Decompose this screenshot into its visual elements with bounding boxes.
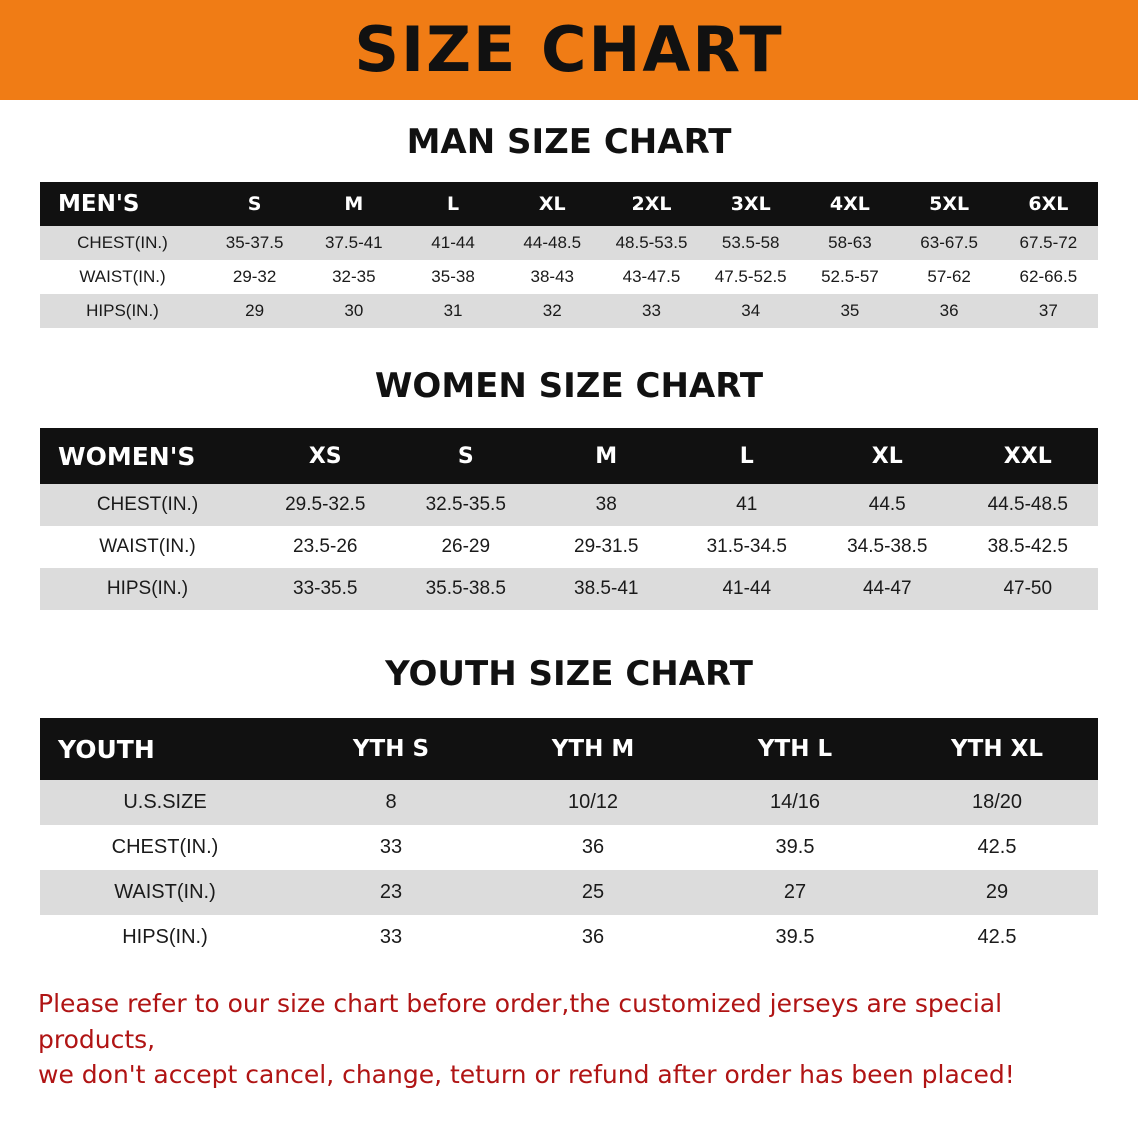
column-header: 4XL	[800, 182, 899, 226]
table-cell: 38-43	[503, 260, 602, 294]
column-header: L	[677, 428, 818, 484]
table-cell: 30	[304, 294, 403, 328]
table-cell: 33	[290, 825, 492, 870]
table-cell: 52.5-57	[800, 260, 899, 294]
table-cell: 31.5-34.5	[677, 526, 818, 568]
column-header: 5XL	[900, 182, 999, 226]
table-row	[40, 484, 1098, 526]
table-cell: 26-29	[396, 526, 537, 568]
column-header: 3XL	[701, 182, 800, 226]
row-header: HIPS(IN.)	[40, 915, 290, 960]
table-cell: 31	[403, 294, 502, 328]
column-header: L	[403, 182, 502, 226]
table-row	[40, 825, 1098, 870]
table-cell: 34.5-38.5	[817, 526, 958, 568]
column-header: 2XL	[602, 182, 701, 226]
table-cell: 36	[900, 294, 999, 328]
table-cell: 53.5-58	[701, 226, 800, 260]
table-cell: 29.5-32.5	[255, 484, 396, 526]
women-size-table	[40, 428, 1098, 610]
column-header: XL	[503, 182, 602, 226]
table-cell: 29-31.5	[536, 526, 677, 568]
row-header: HIPS(IN.)	[40, 568, 255, 610]
table-cell: 37	[999, 294, 1098, 328]
table-cell: 27	[694, 870, 896, 915]
table-cell: 41	[677, 484, 818, 526]
table-row	[40, 870, 1098, 915]
table-cell: 32.5-35.5	[396, 484, 537, 526]
table-cell: 18/20	[896, 780, 1098, 825]
table-cell: 39.5	[694, 825, 896, 870]
table-cell: 23	[290, 870, 492, 915]
column-header: WOMEN'S	[40, 428, 255, 484]
table-cell: 63-67.5	[900, 226, 999, 260]
column-header: M	[304, 182, 403, 226]
row-header: U.S.SIZE	[40, 780, 290, 825]
table-row	[40, 780, 1098, 825]
table-cell: 57-62	[900, 260, 999, 294]
table-cell: 14/16	[694, 780, 896, 825]
table-cell: 38	[536, 484, 677, 526]
column-header: XXL	[958, 428, 1099, 484]
table-cell: 33	[602, 294, 701, 328]
table-cell: 25	[492, 870, 694, 915]
table-row	[40, 915, 1098, 960]
disclaimer-line-1: Please refer to our size chart before order,the customized jerseys are special products,	[38, 989, 1003, 1054]
table-cell: 36	[492, 825, 694, 870]
women-section-title: WOMEN SIZE CHART	[374, 366, 764, 406]
table-cell: 35.5-38.5	[396, 568, 537, 610]
column-header: YOUTH	[40, 718, 290, 780]
table-cell: 32-35	[304, 260, 403, 294]
row-header: HIPS(IN.)	[40, 294, 205, 328]
table-cell: 32	[503, 294, 602, 328]
table-cell: 44-48.5	[503, 226, 602, 260]
disclaimer-note	[38, 986, 1100, 1093]
table-cell: 8	[290, 780, 492, 825]
table-header-row	[40, 428, 1098, 484]
table-header-row	[40, 182, 1098, 226]
table-row	[40, 226, 1098, 260]
man-size-table-wrapper	[40, 182, 1098, 328]
table-row	[40, 568, 1098, 610]
row-header: WAIST(IN.)	[40, 260, 205, 294]
table-cell: 29-32	[205, 260, 304, 294]
table-cell: 38.5-42.5	[958, 526, 1099, 568]
table-cell: 58-63	[800, 226, 899, 260]
table-cell: 44.5-48.5	[958, 484, 1099, 526]
column-header: YTH XL	[896, 718, 1098, 780]
youth-size-table	[40, 718, 1098, 960]
table-cell: 34	[701, 294, 800, 328]
row-header: WAIST(IN.)	[40, 526, 255, 568]
table-cell: 33-35.5	[255, 568, 396, 610]
table-header-row	[40, 718, 1098, 780]
table-cell: 41-44	[403, 226, 502, 260]
row-header: CHEST(IN.)	[40, 226, 205, 260]
table-cell: 48.5-53.5	[602, 226, 701, 260]
column-header: YTH M	[492, 718, 694, 780]
table-cell: 43-47.5	[602, 260, 701, 294]
column-header: M	[536, 428, 677, 484]
man-section-title: MAN SIZE CHART	[406, 122, 732, 162]
column-header: 6XL	[999, 182, 1098, 226]
row-header: CHEST(IN.)	[40, 825, 290, 870]
table-cell: 44.5	[817, 484, 958, 526]
table-cell: 41-44	[677, 568, 818, 610]
table-cell: 67.5-72	[999, 226, 1098, 260]
page-title: SIZE CHART	[354, 13, 784, 86]
column-header: S	[396, 428, 537, 484]
youth-size-table-wrapper	[40, 718, 1098, 960]
table-cell: 35-37.5	[205, 226, 304, 260]
disclaimer-line-2: we don't accept cancel, change, teturn or refund after order has been placed!	[38, 1060, 1015, 1089]
table-cell: 38.5-41	[536, 568, 677, 610]
table-cell: 36	[492, 915, 694, 960]
table-cell: 35	[800, 294, 899, 328]
table-cell: 35-38	[403, 260, 502, 294]
table-cell: 29	[205, 294, 304, 328]
table-cell: 10/12	[492, 780, 694, 825]
table-cell: 33	[290, 915, 492, 960]
table-cell: 62-66.5	[999, 260, 1098, 294]
column-header: S	[205, 182, 304, 226]
table-cell: 47.5-52.5	[701, 260, 800, 294]
column-header: XS	[255, 428, 396, 484]
table-row	[40, 260, 1098, 294]
row-header: CHEST(IN.)	[40, 484, 255, 526]
row-header: WAIST(IN.)	[40, 870, 290, 915]
page-banner	[0, 0, 1138, 100]
table-cell: 42.5	[896, 915, 1098, 960]
table-cell: 37.5-41	[304, 226, 403, 260]
column-header: MEN'S	[40, 182, 205, 226]
table-cell: 39.5	[694, 915, 896, 960]
column-header: YTH L	[694, 718, 896, 780]
women-size-table-wrapper	[40, 428, 1098, 610]
table-cell: 44-47	[817, 568, 958, 610]
column-header: YTH S	[290, 718, 492, 780]
table-row	[40, 294, 1098, 328]
table-cell: 42.5	[896, 825, 1098, 870]
youth-section-title: YOUTH SIZE CHART	[385, 654, 753, 694]
column-header: XL	[817, 428, 958, 484]
man-size-table	[40, 182, 1098, 328]
table-cell: 29	[896, 870, 1098, 915]
table-cell: 23.5-26	[255, 526, 396, 568]
table-row	[40, 526, 1098, 568]
table-cell: 47-50	[958, 568, 1099, 610]
